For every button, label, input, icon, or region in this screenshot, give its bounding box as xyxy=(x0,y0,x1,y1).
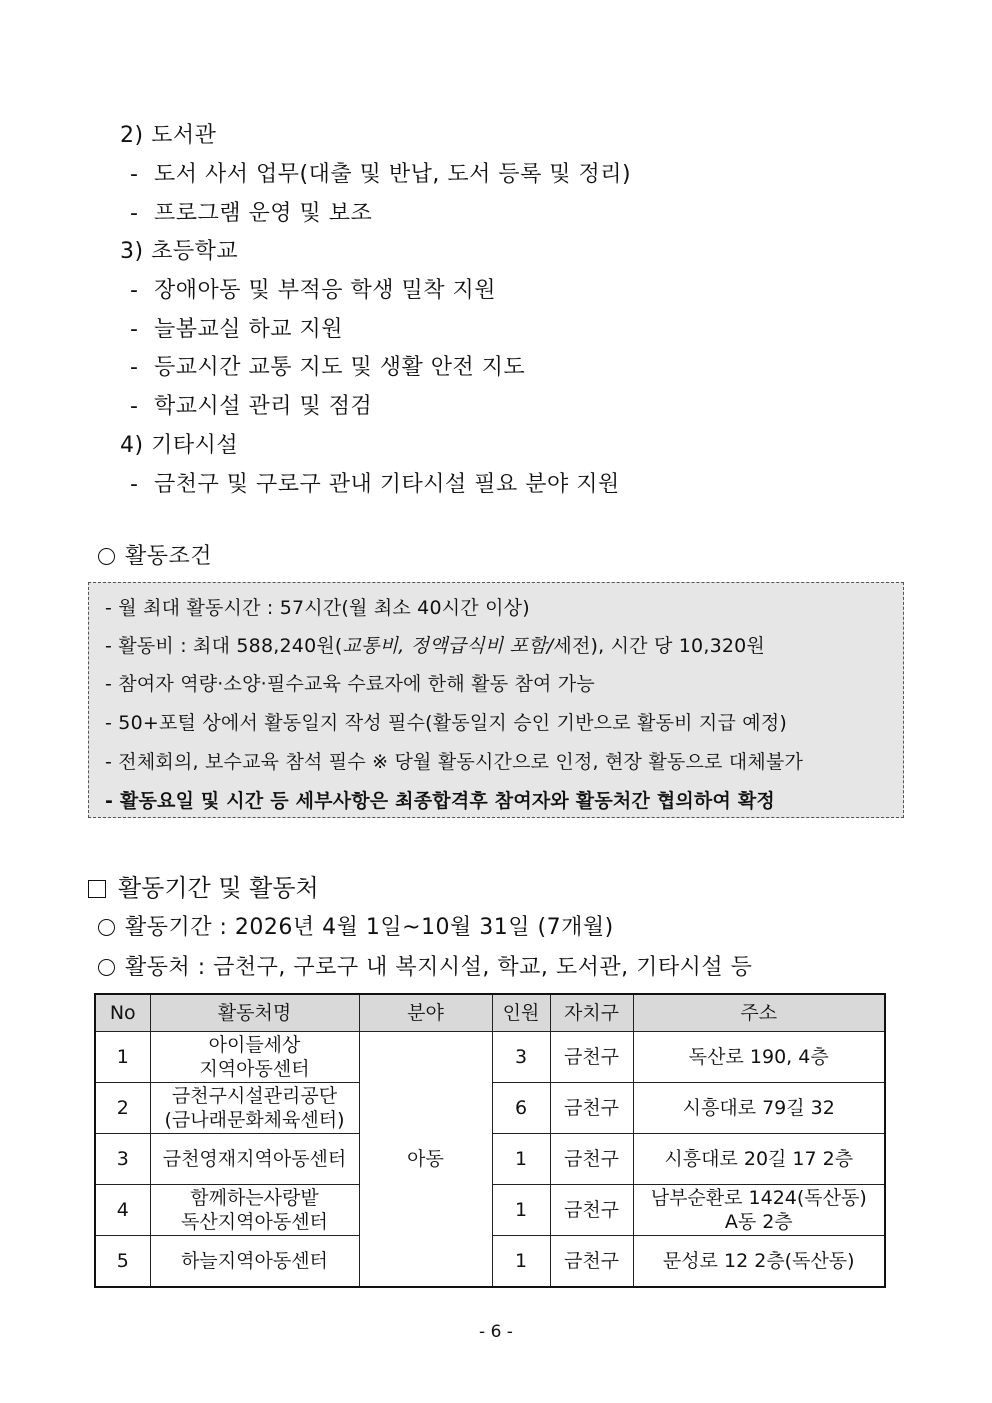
condition-line: - 참여자 역량·소양·필수교육 수료자에 한해 활동 참여 가능 xyxy=(105,673,595,695)
school-heading: 3) 초등학교 xyxy=(120,239,239,264)
cell-no: 4 xyxy=(95,1185,150,1236)
table-row xyxy=(95,1032,885,1083)
library-heading: 2) 도서관 xyxy=(120,123,217,148)
cell-count: 3 xyxy=(492,1032,550,1083)
cell-count: 6 xyxy=(492,1083,550,1134)
cell-address: 문성로 12 2층(독산동) xyxy=(633,1236,885,1288)
list-item: - 늘봄교실 하교 지원 xyxy=(130,317,344,342)
period-line: 활동기간 : 2026년 4월 1일~10월 31일 (7개월) xyxy=(98,910,614,941)
cell-count: 1 xyxy=(492,1236,550,1288)
list-item: - 도서 사서 업무(대출 및 반납, 도서 등록 및 정리) xyxy=(130,162,632,187)
cell-name: 아이들세상 지역아동센터 xyxy=(150,1032,359,1083)
list-item: - 장애아동 및 부적응 학생 밀착 지원 xyxy=(130,278,496,303)
cell-name: 금천구시설관리공단 (금나래문화체육센터) xyxy=(150,1083,359,1134)
cell-name: 금천영재지역아동센터 xyxy=(150,1134,359,1185)
circle-bullet-icon xyxy=(98,959,115,976)
cell-name: 함께하는사랑밭 독산지역아동센터 xyxy=(150,1185,359,1236)
condition-line: - 50+포털 상에서 활동일지 작성 필수(활동일지 승인 기반으로 활동비 지급 예정) xyxy=(105,712,787,734)
places-table xyxy=(94,993,886,1288)
cell-address: 독산로 190, 4층 xyxy=(633,1032,885,1083)
conditions-box xyxy=(88,582,904,818)
cell-address: 시흥대로 79길 32 xyxy=(633,1083,885,1134)
header-address: 주소 xyxy=(633,994,885,1032)
cell-district: 금천구 xyxy=(550,1083,633,1134)
cell-no: 1 xyxy=(95,1032,150,1083)
header-count: 인원 xyxy=(492,994,550,1032)
cell-no: 2 xyxy=(95,1083,150,1134)
places-line: 활동처 : 금천구, 구로구 내 복지시설, 학교, 도서관, 기타시설 등 xyxy=(98,950,752,981)
cell-district: 금천구 xyxy=(550,1236,633,1288)
cell-count: 1 xyxy=(492,1185,550,1236)
cell-no: 3 xyxy=(95,1134,150,1185)
list-item: - 등교시간 교통 지도 및 생활 안전 지도 xyxy=(130,355,526,380)
cell-district: 금천구 xyxy=(550,1032,633,1083)
other-heading: 4) 기타시설 xyxy=(120,433,239,458)
cell-district: 금천구 xyxy=(550,1185,633,1236)
cell-count: 1 xyxy=(492,1134,550,1185)
table-header-row xyxy=(95,994,885,1032)
square-bullet-icon xyxy=(88,880,106,898)
cell-address: 남부순환로 1424(독산동) A동 2층 xyxy=(633,1185,885,1236)
cell-district: 금천구 xyxy=(550,1134,633,1185)
cell-address: 시흥대로 20길 17 2층 xyxy=(633,1134,885,1185)
list-item: - 학교시설 관리 및 점검 xyxy=(130,394,373,419)
condition-line-pay: - 활동비 : 최대 588,240원(교통비, 정액급식비 포함/세전), 시간 당 10,320원 xyxy=(105,635,765,657)
condition-line: - 전체회의, 보수교육 참석 필수 ※ 당월 활동시간으로 인정, 현장 활동으로 대체불가 xyxy=(105,751,804,773)
circle-bullet-icon xyxy=(98,919,115,936)
cell-field: 아동 xyxy=(359,1032,492,1288)
header-name: 활동처명 xyxy=(150,994,359,1032)
list-item: - 금천구 및 구로구 관내 기타시설 필요 분야 지원 xyxy=(130,472,620,497)
header-no: No xyxy=(95,994,150,1032)
header-field: 분야 xyxy=(359,994,492,1032)
list-item: - 프로그램 운영 및 보조 xyxy=(130,201,373,226)
condition-line: - 월 최대 활동시간 : 57시간(월 최소 40시간 이상) xyxy=(105,597,530,619)
circle-bullet-icon xyxy=(98,548,115,565)
conditions-heading: 활동조건 xyxy=(98,539,212,570)
cell-name: 하늘지역아동센터 xyxy=(150,1236,359,1288)
condition-line: - 활동요일 및 시간 등 세부사항은 최종합격후 참여자와 활동처간 협의하여 확정 xyxy=(105,790,775,812)
page-number: - 6 - xyxy=(479,1322,513,1342)
section-title: 활동기간 및 활동처 xyxy=(88,868,319,903)
header-district: 자치구 xyxy=(550,994,633,1032)
cell-no: 5 xyxy=(95,1236,150,1288)
